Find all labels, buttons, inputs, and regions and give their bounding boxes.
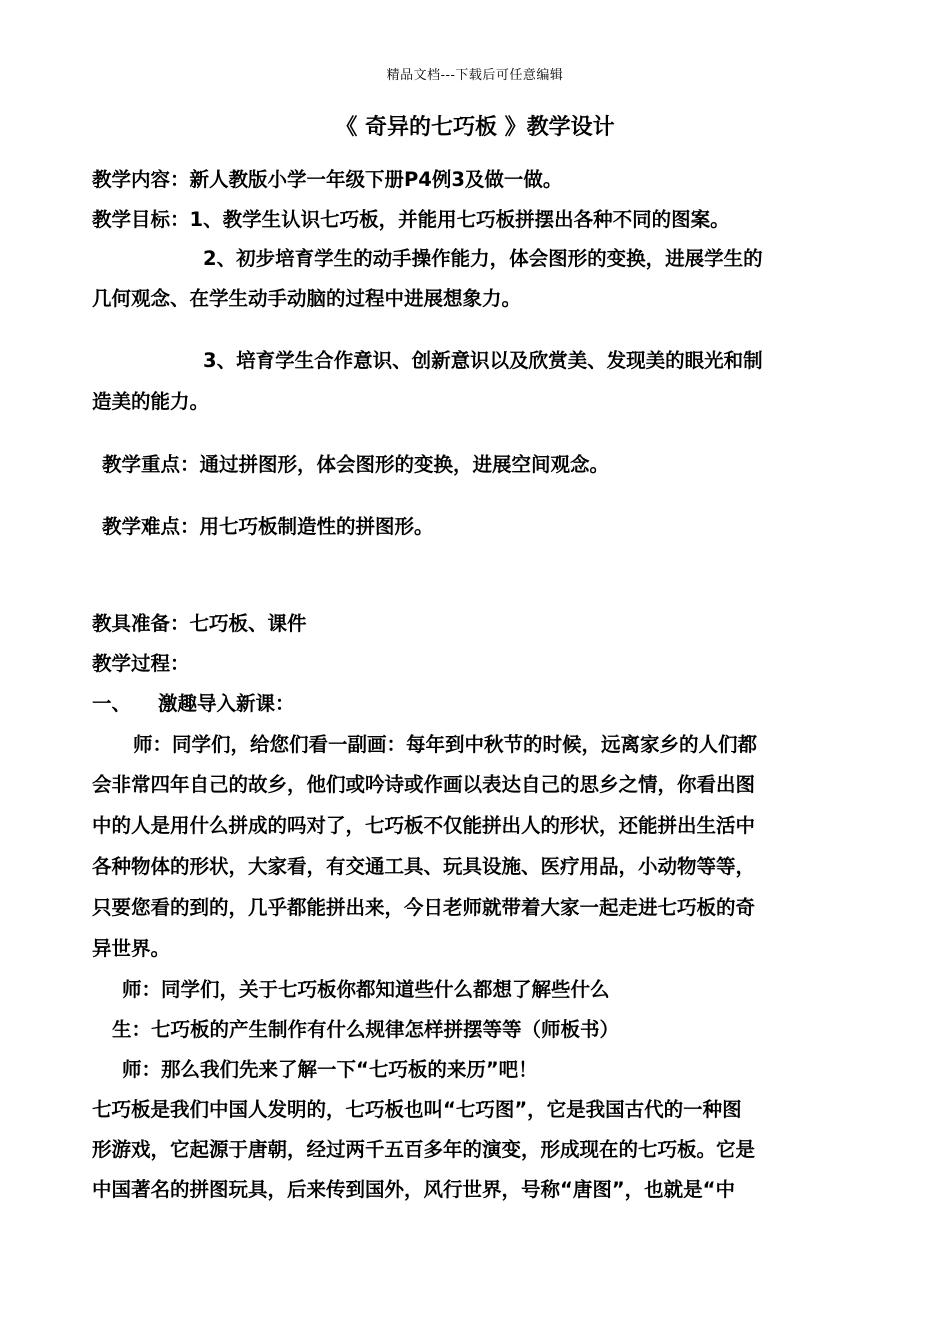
- paragraph-line: 七巧板是我们中国人发明的，七巧板也叫“七巧图”，它是我国古代的一种图: [92, 1098, 742, 1121]
- teaching-goal-3-cont: 造美的能力。: [92, 390, 210, 413]
- document-header: 精品文档---下载后可任意编辑: [386, 68, 564, 83]
- paragraph-line: 会非常四年自己的故乡，他们或吟诗或作画以表达自己的思乡之情，你看出图: [92, 773, 756, 796]
- teaching-goal-1: 教学目标：1、教学生认识七巧板，并能用七巧板拼摆出各种不同的图案。: [92, 208, 730, 231]
- paragraph-line: 只要您看的到的，几乎都能拼出来，今日老师就带着大家一起走进七巧板的奇: [92, 896, 756, 919]
- teaching-process-heading: 教学过程：: [92, 652, 190, 675]
- teaching-goal-2-cont: 几何观念、在学生动手动脑的过程中进展想象力。: [92, 287, 522, 310]
- paragraph-line: 各种物体的形状，大家看，有交通工具、玩具设施、医疗用品，小动物等等，: [92, 855, 756, 878]
- paragraph-line: 形游戏，它起源于唐朝，经过两千五百多年的演变，形成现在的七巧板。它是: [92, 1138, 756, 1161]
- section-title: 激趣导入新课：: [158, 692, 295, 715]
- teaching-difficulty: 教学难点：用七巧板制造性的拼图形。: [102, 515, 434, 538]
- teaching-goal-3: 3、培育学生合作意识、创新意识以及欣赏美、发现美的眼光和制: [203, 349, 763, 372]
- dialogue-line: 生：七巧板的产生制作有什么规律怎样拼摆等等（师板书）: [112, 1018, 620, 1041]
- dialogue-line: 师：同学们，关于七巧板你都知道些什么都想了解些什么: [122, 978, 610, 1001]
- dialogue-line: 师：那么我们先来了解一下“七巧板的来历”吧！: [122, 1058, 538, 1081]
- teaching-content: 教学内容：新人教版小学一年级下册P4例3及做一做。: [92, 168, 563, 191]
- teaching-tools: 教具准备：七巧板、课件: [92, 612, 307, 635]
- paragraph-line: 中的人是用什么拼成的吗对了，七巧板不仅能拼出人的形状，还能拼出生活中: [92, 814, 756, 837]
- teaching-focus: 教学重点：通过拼图形，体会图形的变换，进展空间观念。: [102, 453, 610, 476]
- document-title: 《 奇异的七巧板 》教学设计: [335, 115, 615, 140]
- paragraph-line: 中国著名的拼图玩具，后来传到国外，风行世界，号称“唐图”，也就是“中: [92, 1178, 735, 1201]
- section-number: 一、: [92, 692, 132, 715]
- paragraph-line: 师：同学们，给您们看一副画：每年到中秋节的时候，远离家乡的人们都: [133, 733, 758, 756]
- teaching-goal-2: 2、初步培育学生的动手操作能力，体会图形的变换，进展学生的: [203, 247, 763, 270]
- paragraph-line: 异世界。: [92, 937, 171, 960]
